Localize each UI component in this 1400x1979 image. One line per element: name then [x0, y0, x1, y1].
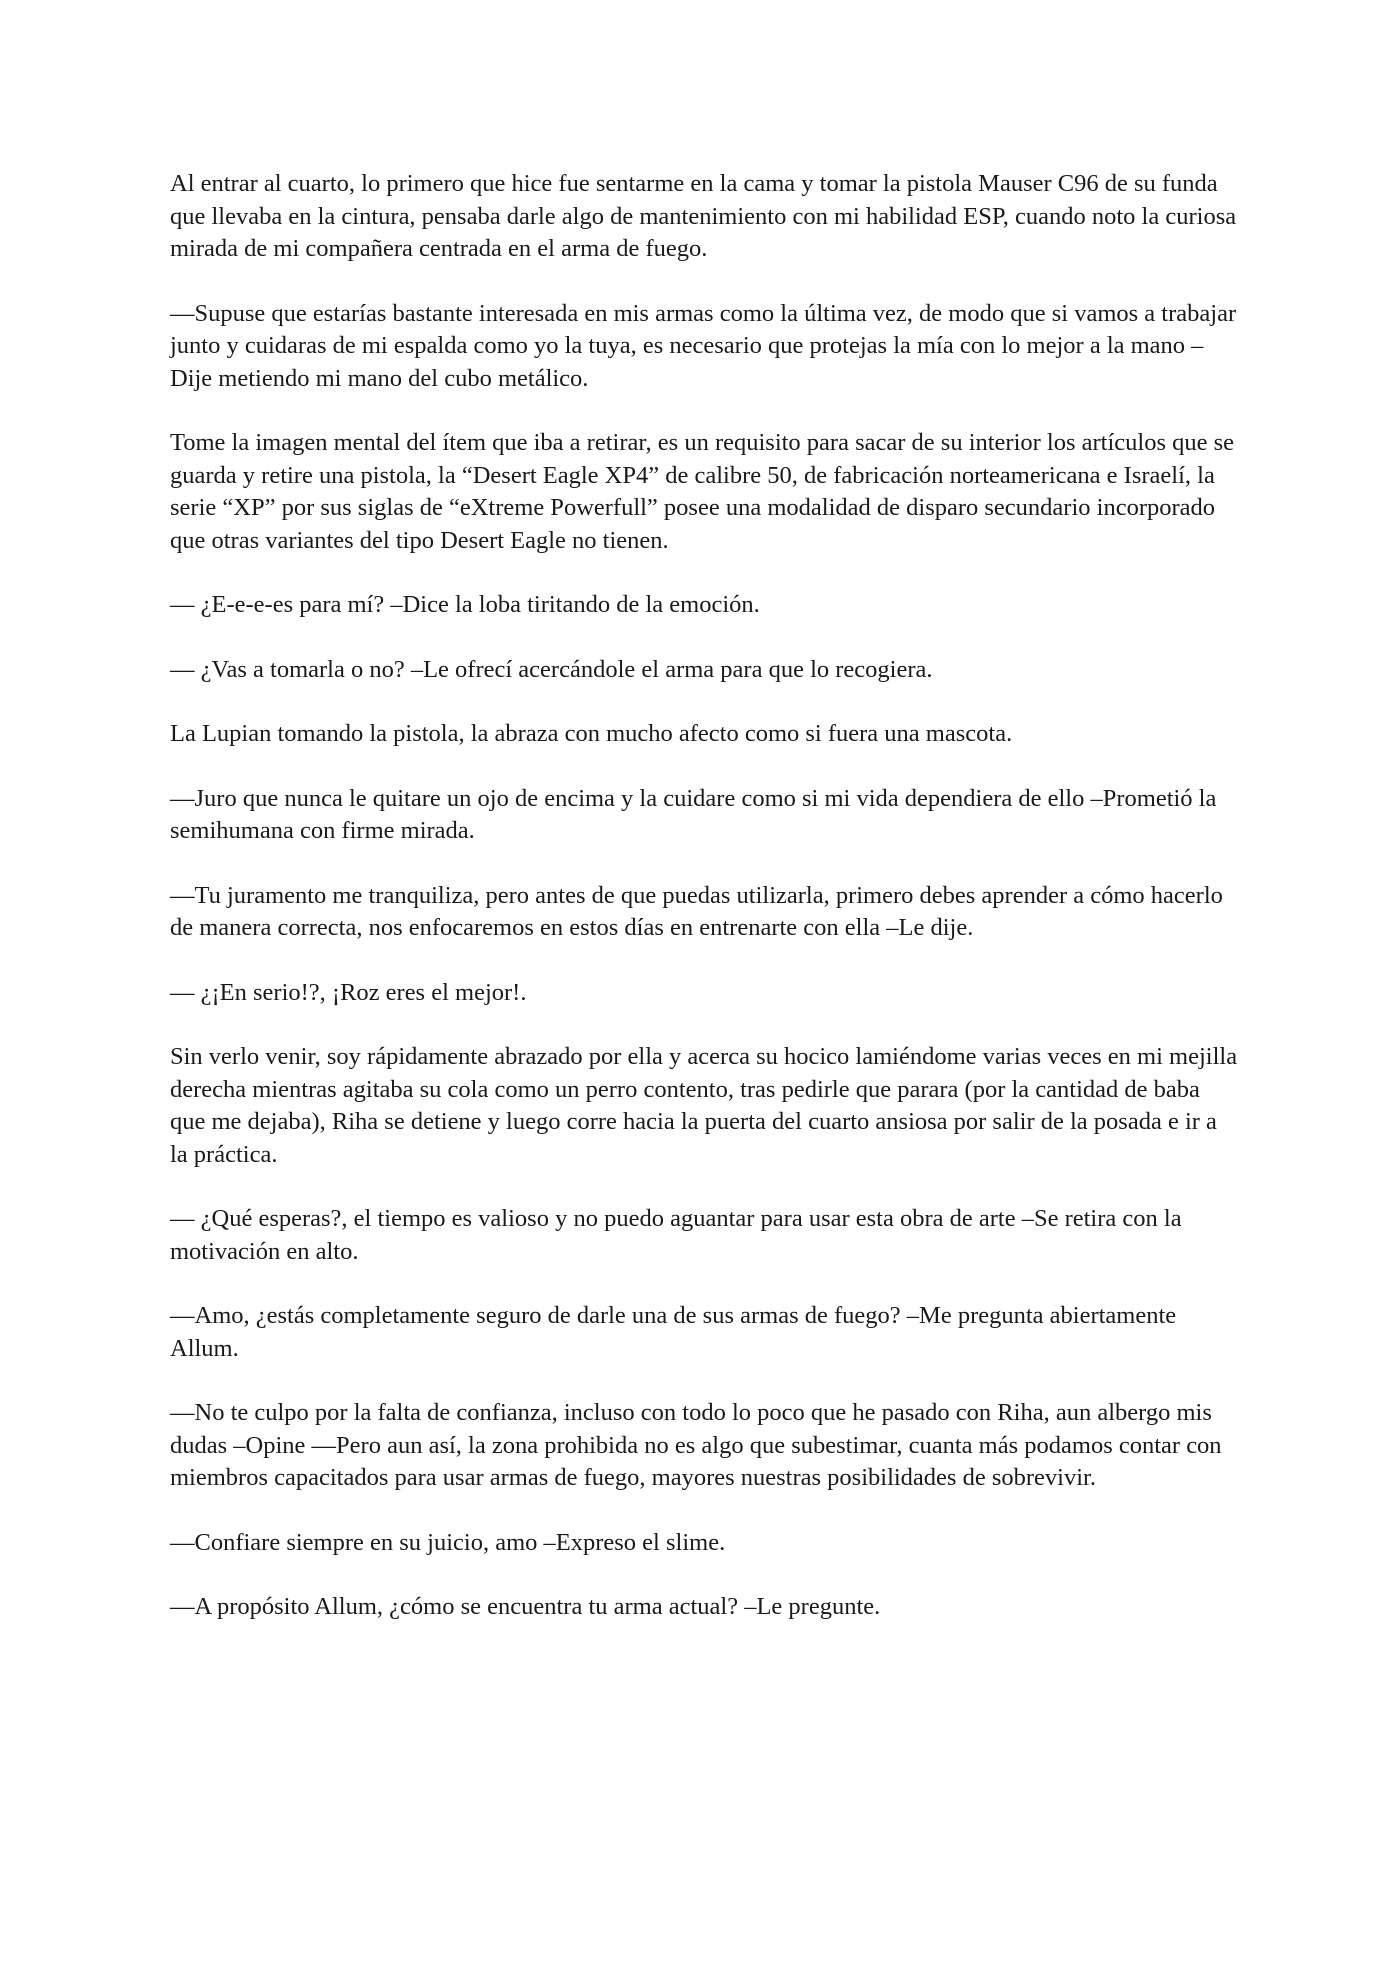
paragraph: —Amo, ¿estás completamente seguro de darle una de sus armas de fuego? –Me pregunta abiertamente Allum.	[170, 1302, 1177, 1362]
paragraph: Al entrar al cuarto, lo primero que hice fue sentarme en la cama y tomar la pistola Mauser C96 de su funda que llevaba en la cintura, pensaba darle algo de mantenimiento con mi habilidad ESP, cuando noto la curiosa mirada de mi compañera centrada en el arma de fuego.	[170, 170, 1237, 262]
paragraph: —Supuse que estarías bastante interesada en mis armas como la última vez, de modo que si vamos a trabajar junto y cuidaras de mi espalda como yo la tuya, es necesario que protejas la mía con lo mejor a la mano –Dije metiendo mi mano del cubo metálico.	[170, 299, 1237, 392]
document-body	[170, 168, 1240, 1656]
paragraph: — ¿Qué esperas?, el tiempo es valioso y no puedo aguantar para usar esta obra de arte –Se retira con la motivación en alto.	[170, 1205, 1182, 1265]
paragraph: —No te culpo por la falta de confianza, incluso con todo lo poco que he pasado con Riha, aun albergo mis dudas –Opine —Pero aun así, la zona prohibida no es algo que subestimar, cuanta más podamos contar con miembros capacitados para usar armas de fuego, mayores nuestras posibilidades de sobrevivir.	[170, 1399, 1222, 1491]
paragraph: —Juro que nunca le quitare un ojo de encima y la cuidare como si mi vida dependiera de ello –Prometió la semihumana con firme mirada.	[170, 784, 1217, 844]
paragraph: Tome la imagen mental del ítem que iba a retirar, es un requisito para sacar de su interior los artículos que se guarda y retire una pistola, la “Desert Eagle XP4” de calibre 50, de fabricación norteamericana e Israelí, la serie “XP” por sus siglas de “eXtreme Powerfull” posee una modalidad de disparo secundario incorporado que otras variantes del tipo Desert Eagle no tienen.	[170, 429, 1235, 554]
paragraph: — ¿¡En serio!?, ¡Roz eres el mejor!.	[170, 978, 527, 1006]
paragraph: Sin verlo venir, soy rápidamente abrazado por ella y acerca su hocico lamiéndome varias veces en mi mejilla derecha mientras agitaba su cola como un perro contento, tras pedirle que parara (por la cantidad de baba que me dejaba), Riha se detiene y luego corre hacia la puerta del cuarto ansiosa por salir de la posada e ir a la práctica.	[170, 1043, 1238, 1168]
paragraph: — ¿E-e-e-es para mí? –Dice la loba tiritando de la emoción.	[170, 591, 760, 618]
paragraph: —Confiare siempre en su juicio, amo –Expreso el slime.	[170, 1528, 726, 1556]
paragraph: —A propósito Allum, ¿cómo se encuentra tu arma actual? –Le pregunte.	[170, 1593, 881, 1620]
paragraph: — ¿Vas a tomarla o no? –Le ofrecí acercándole el arma para que lo recogiera.	[170, 655, 933, 683]
paragraph: —Tu juramento me tranquiliza, pero antes de que puedas utilizarla, primero debes aprender a cómo hacerlo de manera correcta, nos enfocaremos en estos días en entrenarte con ella –Le dije.	[170, 881, 1223, 941]
paragraph: La Lupian tomando la pistola, la abraza con mucho afecto como si fuera una mascota.	[170, 720, 1013, 747]
